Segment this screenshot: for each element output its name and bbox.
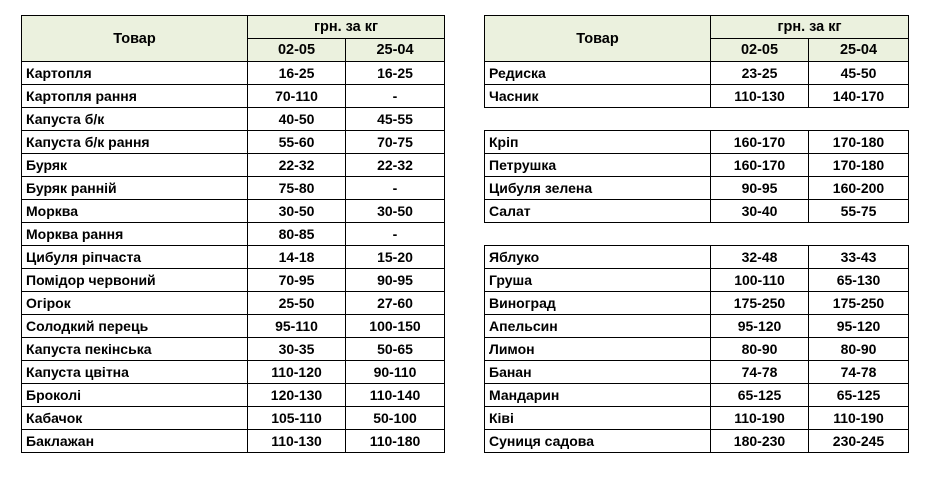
price-cell: 160-200 [809,177,909,200]
price-cell: 70-75 [346,131,445,154]
price-cell: 50-100 [346,407,445,430]
product-name-cell: Банан [485,361,711,384]
product-name-cell: Груша [485,269,711,292]
table-row [485,269,909,292]
table-row [22,315,445,338]
price-cell: 90-110 [346,361,445,384]
price-cell: 55-60 [248,131,346,154]
product-name-cell: Капуста цвітна [22,361,248,384]
price-cell: 175-250 [809,292,909,315]
table-row [22,62,445,85]
price-cell: 90-95 [711,177,809,200]
price-cell: 110-180 [346,430,445,453]
price-cell: 45-55 [346,108,445,131]
table-spacer-row [485,223,909,246]
price-cell: 95-110 [248,315,346,338]
price-cell: 175-250 [711,292,809,315]
product-name-cell: Картопля рання [22,85,248,108]
price-cell: 74-78 [711,361,809,384]
price-cell: 50-65 [346,338,445,361]
table-row [22,131,445,154]
price-cell: 40-50 [248,108,346,131]
table-row [485,430,909,453]
table-row [22,407,445,430]
price-cell: 30-35 [248,338,346,361]
product-name-cell: Кабачок [22,407,248,430]
product-name-cell: Виноград [485,292,711,315]
product-name-cell: Броколі [22,384,248,407]
price-cell: 110-140 [346,384,445,407]
table-row [485,177,909,200]
table-row [22,430,445,453]
price-cell: 45-50 [809,62,909,85]
price-cell: 230-245 [809,430,909,453]
date-column-header: 25-04 [346,39,445,62]
price-cell: 27-60 [346,292,445,315]
price-cell: - [346,177,445,200]
price-table-left [21,15,445,453]
price-cell: 65-130 [809,269,909,292]
table-row [485,384,909,407]
table-row [22,154,445,177]
table-row [485,338,909,361]
price-cell: 30-40 [711,200,809,223]
table-row [22,361,445,384]
price-cell: 16-25 [346,62,445,85]
product-name-cell: Капуста б/к рання [22,131,248,154]
price-cell: 160-170 [711,131,809,154]
price-cell: - [346,223,445,246]
product-name-cell: Апельсин [485,315,711,338]
product-name-cell: Баклажан [22,430,248,453]
price-cell: 170-180 [809,154,909,177]
spacer-cell [485,223,909,246]
price-cell: 140-170 [809,85,909,108]
table-row [485,292,909,315]
price-cell: 80-90 [711,338,809,361]
table-row [22,246,445,269]
table-row [22,200,445,223]
product-column-header: Товар [22,16,248,62]
product-name-cell: Капуста пекінська [22,338,248,361]
product-name-cell: Помідор червоний [22,269,248,292]
product-name-cell: Часник [485,85,711,108]
price-cell: 25-50 [248,292,346,315]
table-row [22,292,445,315]
price-cell: 80-90 [809,338,909,361]
product-name-cell: Цибуля зелена [485,177,711,200]
product-name-cell: Огірок [22,292,248,315]
price-cell: 32-48 [711,246,809,269]
price-cell: 80-85 [248,223,346,246]
price-cell: 95-120 [711,315,809,338]
price-cell: 110-120 [248,361,346,384]
price-cell: 15-20 [346,246,445,269]
price-cell: 14-18 [248,246,346,269]
table-row [485,407,909,430]
date-column-header: 02-05 [711,39,809,62]
table-row [485,131,909,154]
table-row [485,246,909,269]
table-row [22,269,445,292]
price-cell: 74-78 [809,361,909,384]
date-column-header: 25-04 [809,39,909,62]
price-cell: 90-95 [346,269,445,292]
table-row [485,361,909,384]
price-cell: 110-130 [248,430,346,453]
price-cell: 110-130 [711,85,809,108]
table-row [485,154,909,177]
price-cell: 160-170 [711,154,809,177]
price-cell: 22-32 [248,154,346,177]
product-name-cell: Морква рання [22,223,248,246]
table-row [22,177,445,200]
price-cell: 65-125 [809,384,909,407]
price-table-right [484,15,909,453]
price-cell: 16-25 [248,62,346,85]
table-row [485,62,909,85]
price-cell: 23-25 [711,62,809,85]
product-name-cell: Цибуля ріпчаста [22,246,248,269]
price-cell: 75-80 [248,177,346,200]
table-row [22,338,445,361]
price-cell: 105-110 [248,407,346,430]
table-row [22,108,445,131]
price-cell: 70-95 [248,269,346,292]
date-column-header: 02-05 [248,39,346,62]
price-cell: 120-130 [248,384,346,407]
product-name-cell: Яблуко [485,246,711,269]
product-name-cell: Петрушка [485,154,711,177]
price-cell: 22-32 [346,154,445,177]
price-cell: 100-150 [346,315,445,338]
table-row [485,200,909,223]
product-name-cell: Буряк ранній [22,177,248,200]
price-cell: 110-190 [809,407,909,430]
table-body [485,62,909,453]
price-cell: 100-110 [711,269,809,292]
product-column-header: Товар [485,16,711,62]
product-name-cell: Салат [485,200,711,223]
table-row [485,315,909,338]
table-row [22,384,445,407]
price-cell: 65-125 [711,384,809,407]
product-name-cell: Суниця садова [485,430,711,453]
price-cell: 30-50 [346,200,445,223]
product-name-cell: Буряк [22,154,248,177]
unit-column-header: грн. за кг [711,16,909,39]
table-row [22,223,445,246]
table-body [22,62,445,453]
price-cell: 55-75 [809,200,909,223]
price-cell: 30-50 [248,200,346,223]
product-name-cell: Кріп [485,131,711,154]
table-row [22,85,445,108]
product-name-cell: Лимон [485,338,711,361]
product-name-cell: Редиска [485,62,711,85]
price-cell: 70-110 [248,85,346,108]
product-name-cell: Солодкий перець [22,315,248,338]
price-cell: 33-43 [809,246,909,269]
product-name-cell: Мандарин [485,384,711,407]
product-name-cell: Картопля [22,62,248,85]
spacer-cell [485,108,909,131]
unit-column-header: грн. за кг [248,16,445,39]
product-name-cell: Морква [22,200,248,223]
product-name-cell: Капуста б/к [22,108,248,131]
product-name-cell: Ківі [485,407,711,430]
price-cell: 95-120 [809,315,909,338]
price-cell: - [346,85,445,108]
price-cell: 180-230 [711,430,809,453]
price-cell: 110-190 [711,407,809,430]
price-cell: 170-180 [809,131,909,154]
table-row [485,85,909,108]
table-spacer-row [485,108,909,131]
